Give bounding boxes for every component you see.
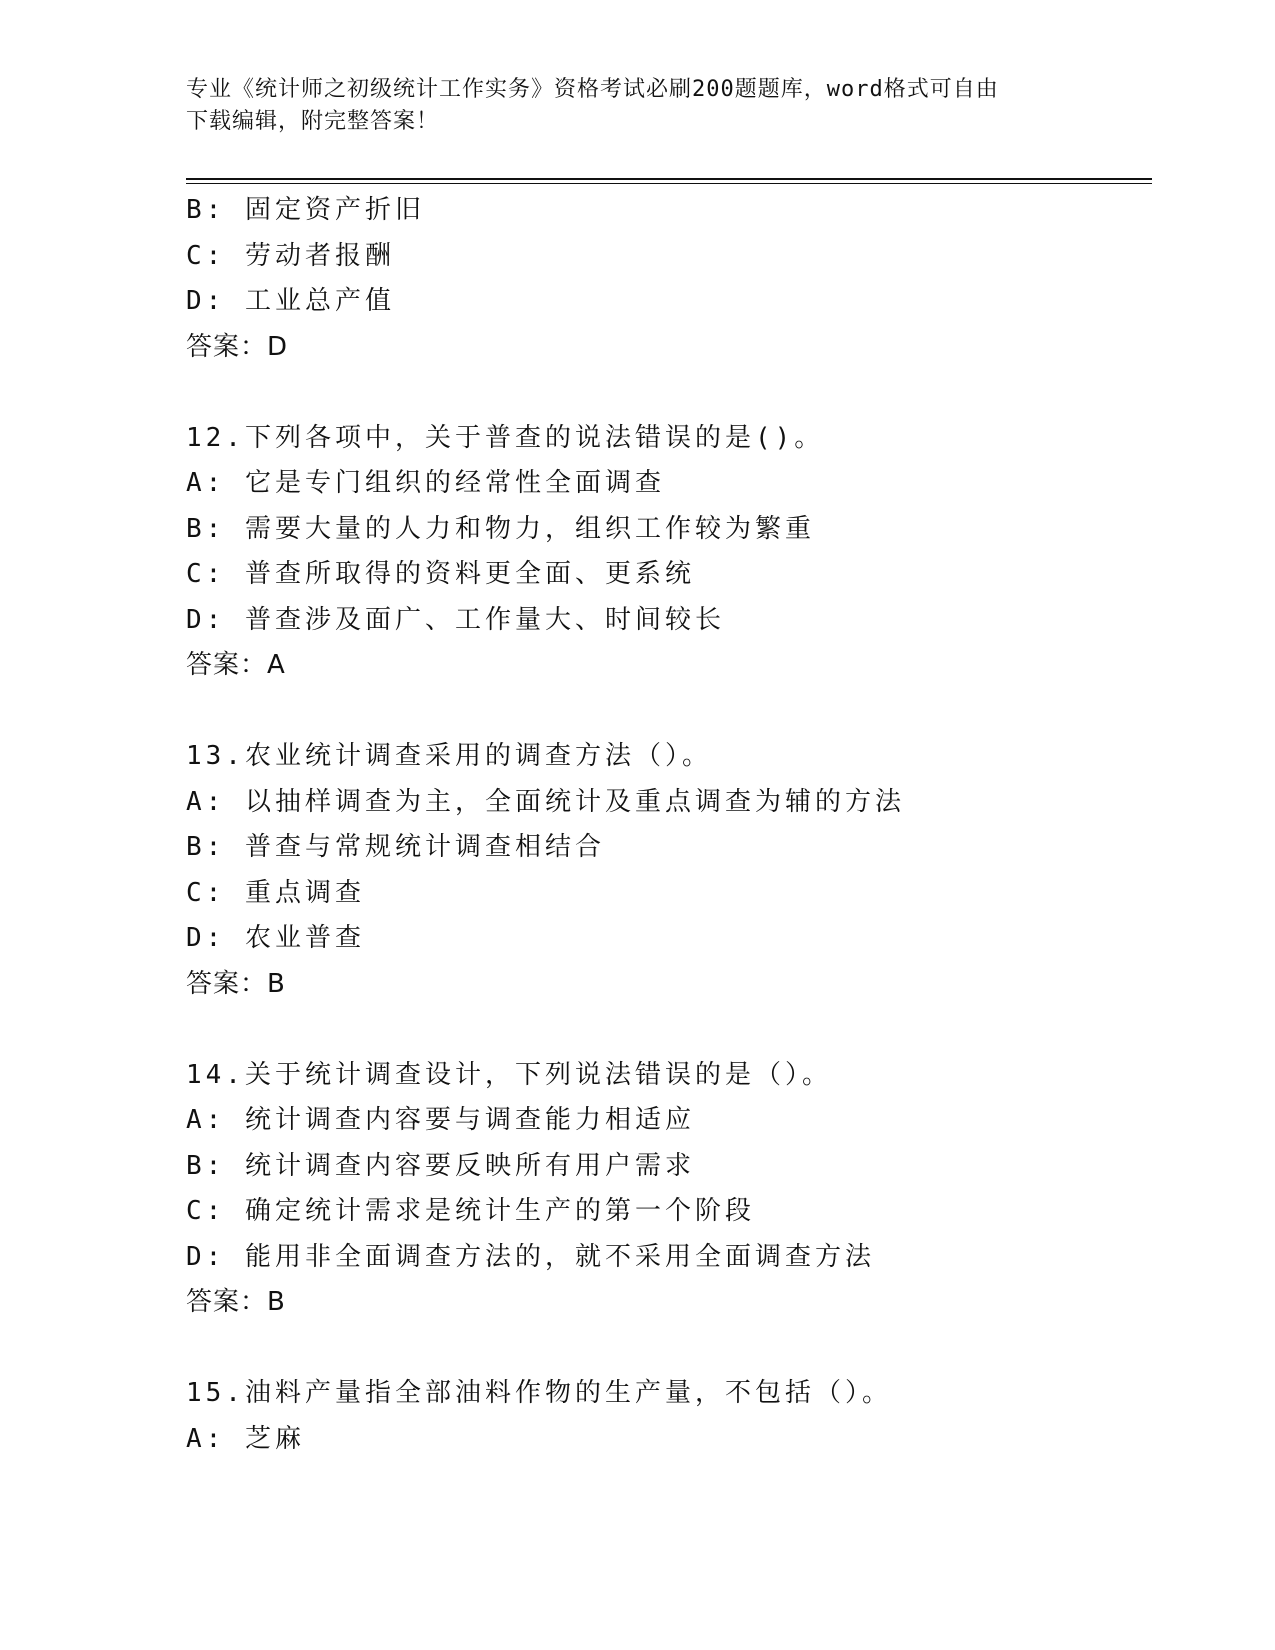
question-text: 14.关于统计调查设计，下列说法错误的是（）。 [186,1059,832,1090]
option-c: C: 重点调查 [186,877,365,908]
question-13 [186,734,1146,1007]
option-a: A: 统计调查内容要与调查能力相适应 [186,1105,695,1135]
option-c: C: 确定统计需求是统计生产的第一个阶段 [186,1196,755,1226]
answer-line: 答案：D [186,331,289,362]
option-d: D: 农业普查 [186,923,365,953]
header-rule-thin [186,183,1152,184]
answer-line: 答案：B [186,968,286,999]
option-a: A: 芝麻 [186,1423,305,1454]
question-text: 12.下列各项中，关于普查的说法错误的是()。 [186,422,825,453]
question-14 [186,1053,1146,1326]
spacer [186,689,1146,735]
option-b: B: 需要大量的人力和物力，组织工作较为繁重 [186,513,815,544]
spacer [186,1007,1146,1053]
header-line-2: 下载编辑，附完整答案！ [186,109,440,134]
question-text: 15.油料产量指全部油料作物的生产量，不包括（）。 [186,1378,892,1408]
option-d: D: 工业总产值 [186,286,395,316]
answer-line: 答案：A [186,650,286,680]
header-line-1: 专业《统计师之初级统计工作实务》资格考试必刷200题题库，word格式可自由 [186,77,999,102]
answer-line: 答案：B [186,1287,286,1317]
spacer [186,1326,1146,1372]
option-b: B: 统计调查内容要反映所有用户需求 [186,1150,695,1181]
option-b: B: 普查与常规统计调查相结合 [186,832,605,862]
option-b: B: 固定资产折旧 [186,195,425,225]
option-d: D: 能用非全面调查方法的，就不采用全面调查方法 [186,1241,875,1272]
option-a: A: 它是专门组织的经常性全面调查 [186,468,665,498]
option-c: C: 劳动者报酬 [186,240,395,271]
document-header [186,74,1086,138]
question-list [186,188,1146,1462]
option-a: A: 以抽样调查为主，全面统计及重点调查为辅的方法 [186,786,905,817]
spacer [186,370,1146,416]
option-d: D: 普查涉及面广、工作量大、时间较长 [186,604,725,635]
question-12 [186,416,1146,689]
header-rule-thick [186,178,1152,180]
question-15 [186,1371,1146,1462]
option-c: C: 普查所取得的资料更全面、更系统 [186,559,695,589]
question-11-continuation [186,188,1146,370]
question-text: 13.农业统计调查采用的调查方法（）。 [186,741,712,771]
